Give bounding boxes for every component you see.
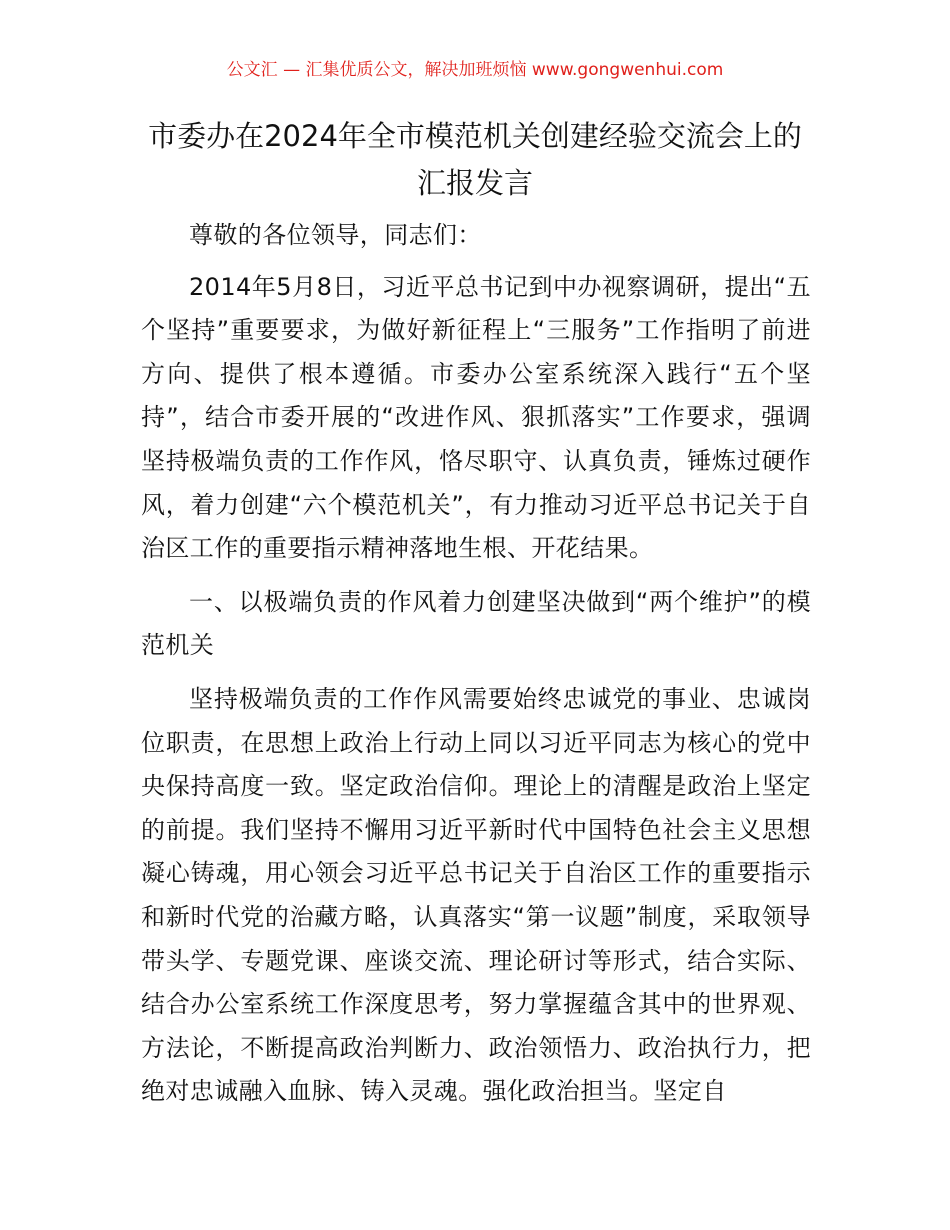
paragraph-intro: 2014年5月8日，习近平总书记到中办视察调研，提出“五个坚持”重要要求，为做好新征程上“三服务”工作指明了前进方向、提供了根本遵循。市委办公室系统深入践行“五个坚持”，结合市委开展的“改进作风、狠抓落实”工作要求，强调坚持极端负责的工作作风，恪尽职守、认真负责，锤炼过硬作风，着力创建“六个模范机关”，有力推动习近平总书记关于自治区工作的重要指示精神落地生根、开花结果。 [141, 272, 811, 563]
document-body [141, 214, 811, 1124]
section-heading-1: 一、以极端负责的作风着力创建坚决做到“两个维护”的模范机关 [141, 587, 811, 660]
document-title: 市委办在2024年全市模范机关创建经验交流会上的汇报发言 [148, 119, 802, 200]
paragraph-section-1: 坚持极端负责的工作作风需要始终忠诚党的事业、忠诚岗位职责，在思想上政治上行动上同以习近平同志为核心的党中央保持高度一致。坚定政治信仰。理论上的清醒是政治上坚定的前提。我们坚持不懈用习近平新时代中国特色社会主义思想凝心铸魂，用心领会习近平总书记关于自治区工作的重要指示和新时代党的治藏方略，认真落实“第一议题”制度，采取领导带头学、专题党课、座谈交流、理论研讨等形式，结合实际、结合办公室系统工作深度思考，努力掌握蕴含其中的世界观、方法论，不断提高政治判断力、政治领悟力、政治执行力，把绝对忠诚融入血脉、铸入灵魂。强化政治担当。坚定自 [141, 684, 811, 1106]
site-banner: 公文汇 — 汇集优质公文，解决加班烦恼 www.gongwenhui.com [226, 60, 724, 80]
salutation: 尊敬的各位领导，同志们： [189, 221, 482, 249]
